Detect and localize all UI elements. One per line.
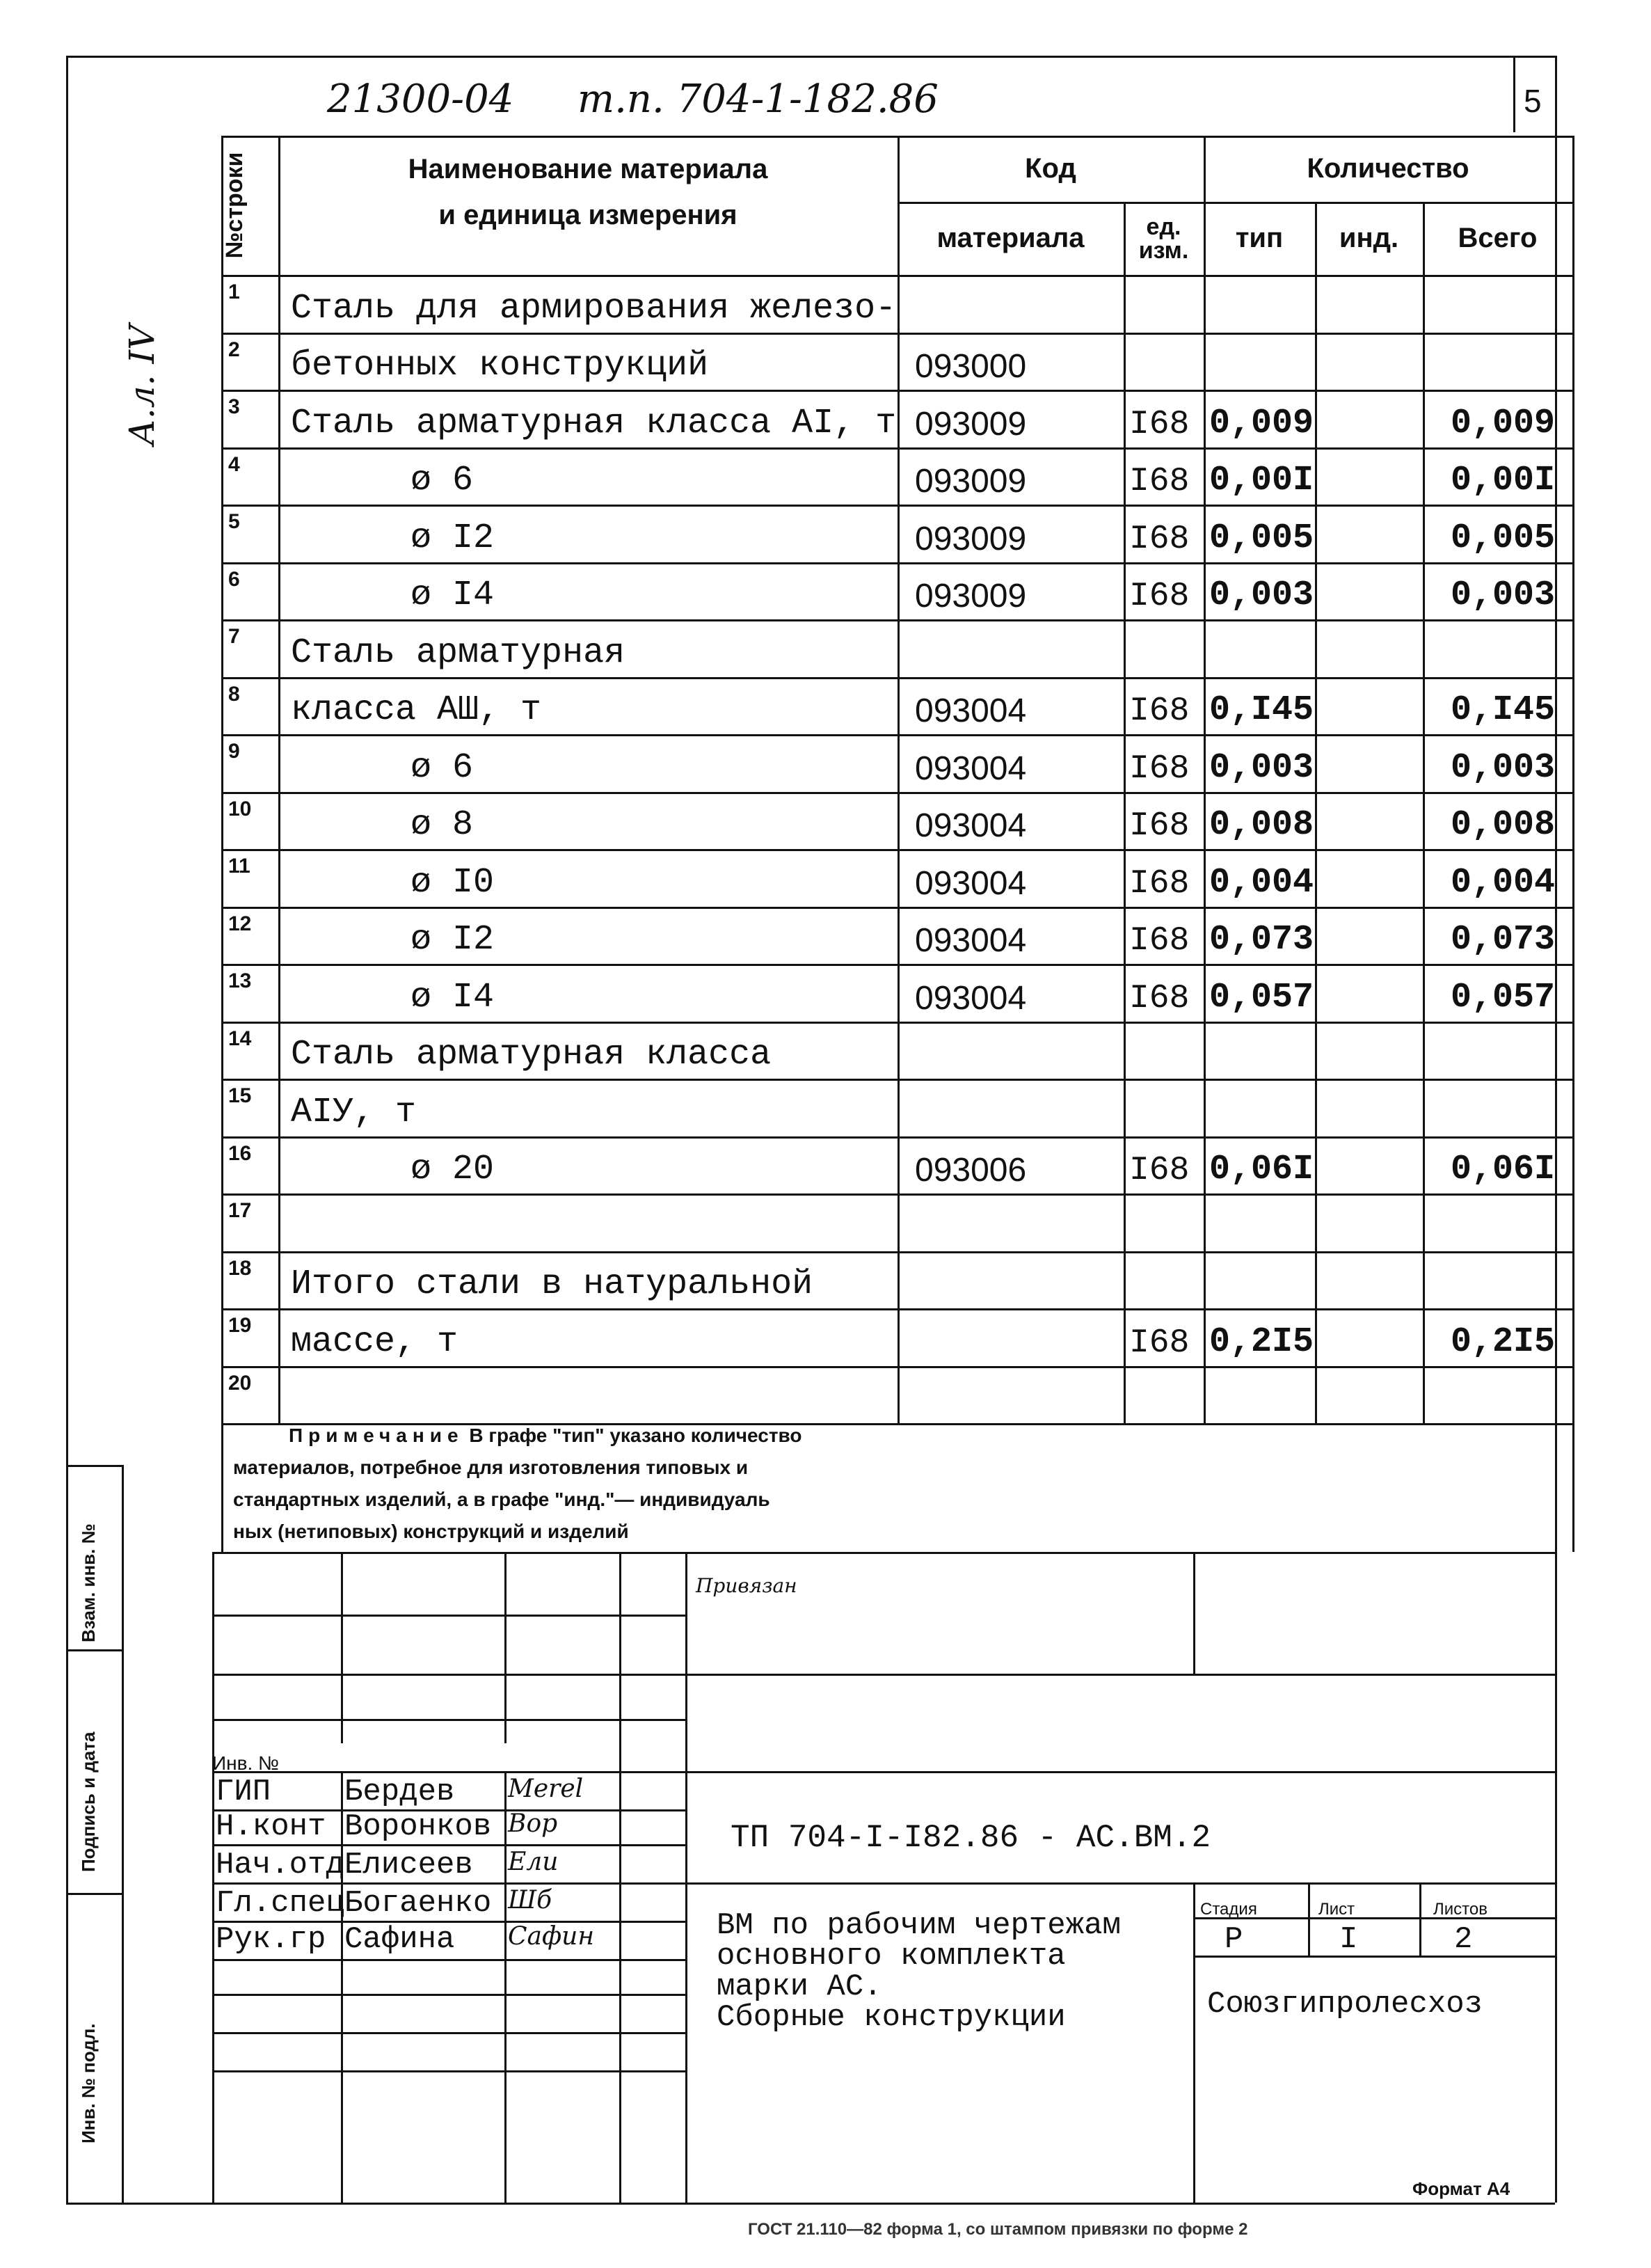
name-header-line2: и единица измерения: [438, 200, 737, 230]
table-col-line: [1572, 136, 1574, 1423]
row-number: 11: [228, 855, 250, 878]
tb-col-e: [1193, 1882, 1195, 2203]
row-number: 12: [228, 912, 252, 935]
table-col-line: [1124, 202, 1126, 1423]
sheet-number: 5: [1524, 83, 1542, 119]
table-row-line: [221, 619, 1572, 621]
qty-type: [1209, 1200, 1314, 1247]
unit-code: I68: [1129, 922, 1190, 960]
material-name: ø 6: [410, 747, 474, 788]
signer-name: Елисеев: [344, 1848, 473, 1882]
tb-left-row-line: [212, 1994, 685, 1996]
qty-total: [1451, 282, 1571, 328]
rownum-header-text: №строки: [221, 152, 248, 259]
tb-col-b-top: [504, 1552, 507, 1743]
table-row-line: [221, 1079, 1572, 1081]
col-header-qty-total: Всего: [1458, 223, 1538, 253]
tb-col-c: [619, 1552, 621, 2203]
note-title: Примечание: [289, 1425, 464, 1446]
inv-no-label: Инв. №: [212, 1752, 280, 1774]
unit-code: [1129, 1029, 1202, 1075]
table-row-line: [221, 390, 1572, 392]
material-code: 093009: [915, 520, 1027, 557]
tb-right-line-3: [685, 1882, 1555, 1885]
designation: ТП 704-I-I82.86 - АС.ВМ.2: [731, 1820, 1211, 1856]
table-col-line: [278, 136, 280, 1423]
note-text-3: стандартных изделий, а в графе "инд."— индивидуаль: [233, 1489, 770, 1510]
table-row-line: [221, 907, 1572, 909]
row-number: 19: [228, 1314, 252, 1337]
material-name: Сталь для армирования железо-: [291, 288, 896, 328]
qty-total: 0,005: [1451, 518, 1556, 558]
unit-code: [1129, 1200, 1202, 1247]
qty-ind: [1321, 626, 1421, 673]
unit-code: I68: [1129, 807, 1190, 845]
qty-ind: [1321, 1373, 1421, 1420]
material-name: [291, 1200, 896, 1247]
qty-type: [1209, 1258, 1314, 1305]
material-code: 093004: [915, 922, 1027, 959]
col-header-qty: Количество: [1307, 153, 1469, 184]
table-row-line: [221, 1194, 1572, 1196]
qty-ind: [1321, 1143, 1421, 1190]
signer-name: Сафина: [344, 1922, 455, 1957]
material-code: [915, 1086, 1120, 1132]
qty-type: 0,00I: [1209, 461, 1314, 500]
sheet-label: Лист: [1318, 1900, 1355, 1919]
material-code: 093004: [915, 750, 1027, 787]
row-number: 16: [228, 1141, 252, 1165]
material-code: 093009: [915, 405, 1027, 443]
qty-total: 0,009: [1451, 403, 1556, 443]
unit-code: I68: [1129, 750, 1190, 788]
material-name: ø 8: [410, 805, 474, 845]
unit-code: [1129, 340, 1202, 386]
name-header-line1: Наименование материала: [408, 154, 768, 184]
tb-col-e-top: [1193, 1552, 1195, 1674]
qty-total: [1451, 1200, 1571, 1247]
material-name: Итого стали в натуральной: [291, 1264, 813, 1304]
signer-name: Богаенко: [344, 1886, 492, 1921]
table-row-line: [221, 505, 1572, 507]
tb-left-row-line: [212, 2032, 685, 2034]
row-number: 20: [228, 1371, 252, 1395]
sheets-value: 2: [1454, 1922, 1473, 1957]
side-strip-div2: [66, 1893, 122, 1895]
format-label: Формат А4: [1412, 2178, 1510, 2199]
qty-total: 0,003: [1451, 747, 1556, 788]
table-col-line: [221, 136, 223, 1423]
table-row-line: [221, 1366, 1572, 1368]
qty-total: 0,00I: [1451, 461, 1556, 500]
frame-top: [66, 56, 1555, 58]
col-header-code-unit: ед. изм.: [1138, 213, 1189, 264]
signer-role: Н.конт: [216, 1809, 326, 1844]
privyazan-label: Привязан: [696, 1574, 797, 1597]
tb-right-line-1: [685, 1674, 1555, 1676]
tb-col-d: [685, 1552, 687, 2203]
handwritten-project: т.п. 704-1-182.86: [577, 77, 939, 122]
material-code: 093004: [915, 692, 1027, 729]
material-name: массе, т: [291, 1322, 458, 1362]
col-header-code-material: материала: [936, 223, 1085, 253]
note-block: [233, 1420, 1555, 1548]
table-row-line: [221, 1136, 1572, 1139]
tb-left-edge: [212, 1552, 214, 2203]
side-strip-line: [122, 1465, 124, 2203]
material-name: Сталь арматурная класса: [291, 1035, 772, 1074]
table-row-line: [221, 1308, 1572, 1310]
tb-col-f: [1308, 1882, 1310, 1956]
unit-code: I68: [1129, 578, 1190, 615]
side-strip-top: [66, 1465, 122, 1467]
qty-total: [1451, 1029, 1571, 1075]
qty-ind: [1321, 1029, 1421, 1075]
signer-role: Нач.отд: [216, 1848, 344, 1882]
material-code: 093004: [915, 807, 1027, 844]
tb-left-row-line: [212, 1959, 685, 1961]
tb-col-b: [504, 1771, 507, 2203]
qty-type: [1209, 1029, 1314, 1075]
desc-line-1: ВМ по рабочим чертежам: [717, 1908, 1121, 1943]
frame-left: [66, 56, 68, 2203]
frame-bottom: [66, 2203, 1555, 2205]
table-row-line: [221, 964, 1572, 966]
material-name: класса AШ, т: [291, 690, 542, 730]
row-number: 5: [228, 510, 240, 533]
unit-code: I68: [1129, 1324, 1190, 1362]
qty-type: 0,057: [1209, 977, 1314, 1017]
table-row-line: [221, 849, 1572, 851]
desc-line-3: марки АС.: [717, 1969, 882, 2004]
signer-signature: Ели: [508, 1848, 559, 1876]
qty-type: 0,004: [1209, 862, 1314, 903]
qty-total: 0,I45: [1451, 690, 1556, 730]
tb-stage-line-2: [1193, 1956, 1555, 1958]
col-header-code: Код: [1025, 153, 1076, 184]
material-code: [915, 1258, 1120, 1305]
unit-code: I68: [1129, 864, 1190, 903]
tb-top-line: [212, 1552, 1555, 1554]
qty-type: 0,I45: [1209, 690, 1314, 730]
qty-ind: [1321, 856, 1421, 903]
side-strip-div1: [66, 1649, 122, 1651]
signer-name: Воронков: [344, 1809, 492, 1844]
tb-left-row-line: [212, 1719, 685, 1721]
row-number: 6: [228, 567, 240, 591]
signer-role: Рук.гр: [216, 1922, 326, 1957]
material-name: Сталь арматурная: [291, 633, 625, 673]
unit-code: I68: [1129, 463, 1190, 500]
tb-left-row-line: [212, 1674, 685, 1676]
material-code: 093000: [915, 348, 1027, 385]
qty-type: 0,003: [1209, 747, 1314, 788]
qty-total: [1451, 1373, 1571, 1420]
qty-type: [1209, 626, 1314, 673]
unit-code: I68: [1129, 692, 1190, 730]
qty-ind: [1321, 684, 1421, 731]
row-number: 10: [228, 797, 252, 820]
signer-role: Гл.спец: [216, 1886, 344, 1921]
col-header-qty-type: тип: [1235, 223, 1284, 253]
unit-code: I68: [1129, 405, 1190, 443]
tb-left-row-line: [212, 1882, 685, 1885]
table-col-line: [1315, 202, 1317, 1423]
row-number: 15: [228, 1084, 252, 1107]
side-label-inv: Инв. № подл.: [78, 2023, 99, 2143]
material-name: ø I4: [410, 977, 495, 1017]
signer-role: ГИП: [216, 1775, 271, 1809]
material-code: 093006: [915, 1152, 1027, 1189]
material-code: 093009: [915, 463, 1027, 500]
qty-type: [1209, 1373, 1314, 1420]
qty-ind: [1321, 914, 1421, 960]
table-row-line: [221, 1251, 1572, 1253]
organization: Союзгипролесхоз: [1207, 1987, 1483, 2022]
qty-total: 0,073: [1451, 920, 1556, 960]
row-number: 17: [228, 1199, 252, 1222]
signer-name: Бердев: [344, 1775, 455, 1809]
table-col-line: [1204, 136, 1206, 1423]
document-description: [717, 1910, 1121, 2033]
qty-type: 0,06I: [1209, 1150, 1314, 1189]
qty-type: 0,005: [1209, 518, 1314, 558]
tb-col-g: [1419, 1882, 1421, 1956]
row-number: 8: [228, 682, 240, 706]
unit-code: [1129, 1373, 1202, 1420]
signer-signature: Вор: [508, 1809, 558, 1838]
tb-col-a: [341, 1771, 343, 2203]
material-code: [915, 1200, 1120, 1247]
qty-total: 0,003: [1451, 576, 1556, 615]
row-number: 4: [228, 452, 240, 476]
tb-col-a-top: [341, 1552, 343, 1743]
unit-code: [1129, 282, 1202, 328]
side-label-vzam: Взам. инв. №: [78, 1523, 99, 1642]
col-header-name: [278, 146, 898, 238]
signer-signature: Шб: [508, 1886, 552, 1914]
table-row-line: [221, 333, 1572, 335]
note-text-2: материалов, потребное для изготовления типовых и: [233, 1457, 749, 1478]
qty-ind: [1321, 340, 1421, 386]
tb-right-line-2: [685, 1771, 1555, 1773]
row-number: 7: [228, 625, 240, 648]
margin-mark: А.л. IV: [122, 324, 162, 445]
col-header-rownum: [221, 136, 270, 275]
unit-code: I68: [1129, 520, 1190, 558]
qty-total: 0,004: [1451, 862, 1556, 903]
material-name: бетонных конструкций: [291, 346, 709, 386]
material-name: ø 20: [410, 1150, 495, 1189]
material-name: ø I2: [410, 518, 495, 558]
qty-total: [1451, 1086, 1571, 1132]
qty-total: 0,06I: [1451, 1150, 1556, 1189]
qty-type: [1209, 282, 1314, 328]
material-name: ø I2: [410, 920, 495, 960]
material-code: [915, 1029, 1120, 1075]
unit-code: [1129, 1086, 1202, 1132]
row-number: 3: [228, 395, 240, 418]
material-code: 093004: [915, 864, 1027, 902]
row-number: 2: [228, 338, 240, 361]
note-text-1: В графе "тип" указано количество: [463, 1425, 802, 1446]
stage-label: Стадия: [1200, 1900, 1257, 1919]
qty-ind: [1321, 512, 1421, 558]
qty-ind: [1321, 741, 1421, 788]
unit-code: I68: [1129, 979, 1190, 1017]
table-row-line: [221, 734, 1572, 736]
sheets-label: Листов: [1433, 1900, 1488, 1919]
qty-ind: [1321, 1258, 1421, 1305]
side-label-podpis: Подпись и дата: [78, 1731, 99, 1872]
table-row-line: [221, 677, 1572, 679]
note-text-4: ных (нетиповых) конструкций и изделий: [233, 1521, 629, 1542]
qty-type: [1209, 1086, 1314, 1132]
gost-footer: ГОСТ 21.110—82 форма 1, со штампом привязки по форме 2: [748, 2220, 1248, 2239]
note-right-line: [1572, 1423, 1574, 1552]
qty-ind: [1321, 971, 1421, 1017]
stage-value: Р: [1225, 1922, 1243, 1957]
signer-signature: Merel: [508, 1775, 584, 1803]
row-number: 13: [228, 969, 252, 992]
material-code: [915, 626, 1120, 673]
material-code: [915, 1315, 1120, 1362]
material-code: 093004: [915, 979, 1027, 1017]
material-name: [291, 1373, 896, 1420]
table-row-line: [221, 792, 1572, 794]
tb-left-row-line: [212, 1615, 685, 1617]
table-row-line: [221, 447, 1572, 450]
unit-code: I68: [1129, 1152, 1190, 1189]
qty-total: 0,2I5: [1451, 1322, 1556, 1362]
signer-signature: Сафин: [508, 1922, 595, 1951]
row-number: 1: [228, 280, 240, 303]
row-number: 9: [228, 740, 240, 763]
material-code: [915, 282, 1120, 328]
row-number: 18: [228, 1256, 252, 1280]
desc-line-2: основного комплекта: [717, 1939, 1066, 1974]
qty-type: 0,008: [1209, 805, 1314, 845]
qty-ind: [1321, 397, 1421, 443]
tb-left-row-line: [212, 1771, 685, 1773]
qty-ind: [1321, 799, 1421, 846]
qty-ind: [1321, 1086, 1421, 1132]
qty-ind: [1321, 454, 1421, 501]
qty-total: 0,057: [1451, 977, 1556, 1017]
unit-code: [1129, 1258, 1202, 1305]
tb-left-row-line: [212, 1844, 685, 1846]
qty-type: 0,009: [1209, 403, 1314, 443]
qty-ind: [1321, 569, 1421, 616]
desc-line-4: Сборные конструкции: [717, 2000, 1066, 2035]
table-col-line: [1423, 202, 1425, 1423]
table-row-line: [221, 562, 1572, 564]
material-code: [915, 1373, 1120, 1420]
material-name: ø I4: [410, 576, 495, 615]
table-row-line: [221, 1022, 1572, 1024]
note-left-line: [221, 1423, 223, 1552]
material-name: ø I0: [410, 862, 495, 903]
material-code: 093009: [915, 578, 1027, 614]
material-name: AIУ, т: [291, 1092, 417, 1132]
unit-code: [1129, 626, 1202, 673]
col-header-qty-ind: инд.: [1339, 223, 1399, 253]
qty-total: [1451, 340, 1571, 386]
sheet-box-line: [1513, 56, 1515, 132]
qty-total: [1451, 626, 1571, 673]
material-name: Сталь арматурная класса AI, т: [291, 403, 896, 443]
handwritten-code: 21300-04: [327, 77, 514, 122]
qty-type: 0,003: [1209, 576, 1314, 615]
row-number: 14: [228, 1026, 252, 1050]
material-name: ø 6: [410, 461, 474, 500]
sheet-value: I: [1339, 1922, 1358, 1957]
qty-ind: [1321, 1200, 1421, 1247]
qty-ind: [1321, 282, 1421, 328]
tb-left-row-line: [212, 2070, 685, 2072]
qty-type: [1209, 340, 1314, 386]
qty-ind: [1321, 1315, 1421, 1362]
qty-total: [1451, 1258, 1571, 1305]
qty-total: 0,008: [1451, 805, 1556, 845]
table-row-line: [221, 275, 1572, 277]
qty-type: 0,073: [1209, 920, 1314, 960]
qty-type: 0,2I5: [1209, 1322, 1314, 1362]
